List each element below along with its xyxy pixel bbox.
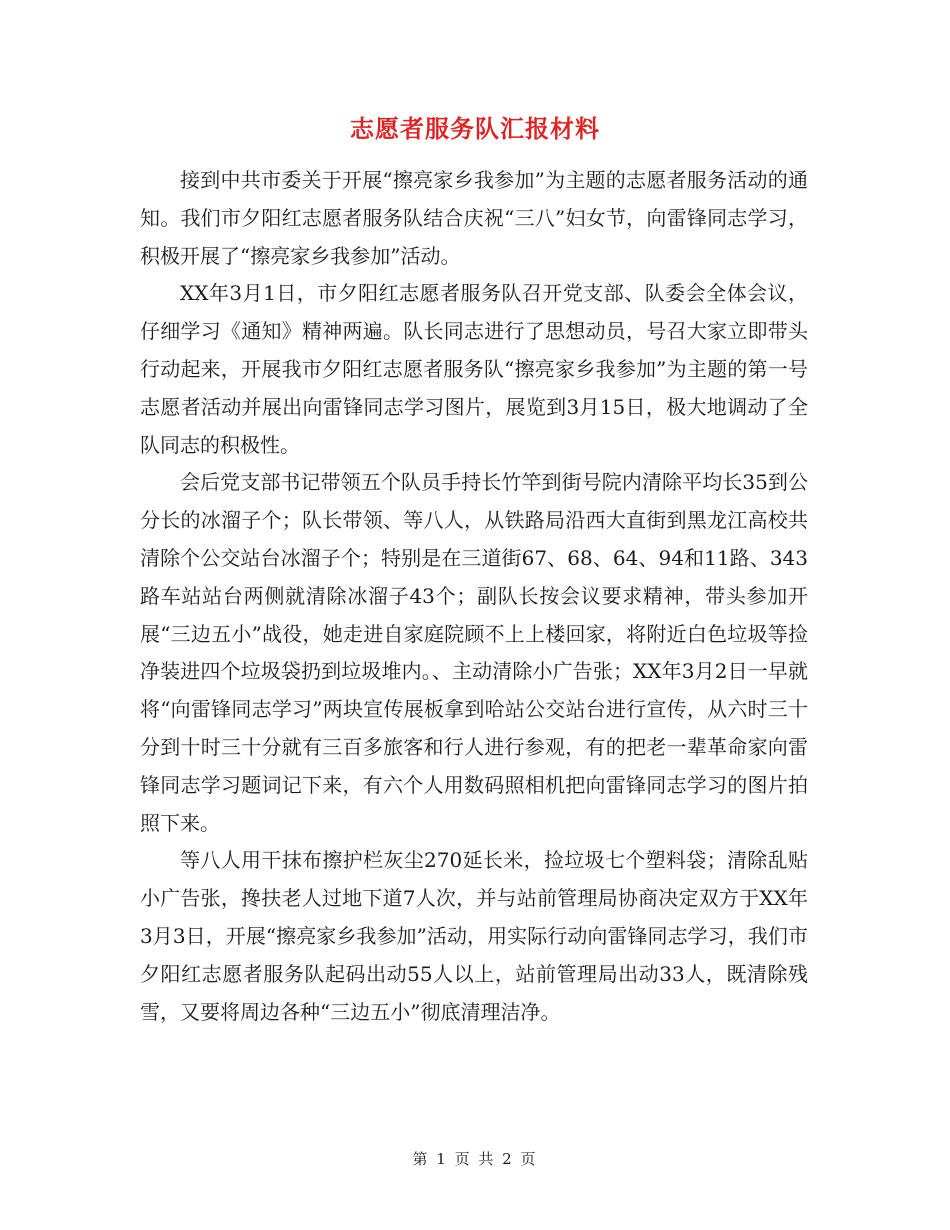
- paragraph-3: 会后党支部书记带领五个队员手持长竹竿到街号院内清除平均长35到公分长的冰溜子个；队长带领、等八人，从铁路局沿西大直街到黑龙江高校共清除个公交站台冰溜子个；特别是在三道街67、68、64、94和11路、343路车站站台两侧就清除冰溜子43个；副队长按会议要求精神，带头参加开展“三边五小”战役，她走进自家庭院顾不上上楼回家，将附近白色垃圾等捡净装进四个垃圾袋扔到垃圾堆内。、主动清除小广告张；XX年3月2日一早就将“向雷锋同志学习”两块宣传展板拿到哈站公交站台进行宣传，从六时三十分到十时三十分就有三百多旅客和行人进行参观，有的把老一辈革命家向雷锋同志学习题词记下来，有六个人用数码照相机把向雷锋同志学习的图片拍照下来。: [140, 470, 808, 835]
- document-body: [140, 162, 808, 1031]
- document-title: 志愿者服务队汇报材料: [350, 114, 600, 143]
- paragraph-4: 等八人用干抹布擦护栏灰尘270延长米，捡垃圾七个塑料袋；清除乱贴小广告张，搀扶老人过地下道7人次，并与站前管理局协商决定双方于XX年3月3日，开展“擦亮家乡我参加”活动，用实际行动向雷锋同志学习，我们市夕阳红志愿者服务队起码出动55人以上，站前管理局出动33人，既清除残雪，又要将周边各种“三边五小”彻底清理洁净。: [140, 848, 808, 1024]
- page-number: 第 1 页 共 2 页: [412, 1150, 538, 1168]
- paragraph-2: XX年3月1日，市夕阳红志愿者服务队召开党支部、队委会全体会议，仔细学习《通知》精神两遍。队长同志进行了思想动员，号召大家立即带头行动起来，开展我市夕阳红志愿者服务队“擦亮家乡我参加”为主题的第一号志愿者活动并展出向雷锋同志学习图片，展览到3月15日，极大地调动了全队同志的积极性。: [140, 281, 808, 457]
- paragraph-1: 接到中共市委关于开展“擦亮家乡我参加”为主题的志愿者服务活动的通知。我们市夕阳红志愿者服务队结合庆祝“三八”妇女节，向雷锋同志学习，积极开展了“擦亮家乡我参加”活动。: [140, 168, 808, 268]
